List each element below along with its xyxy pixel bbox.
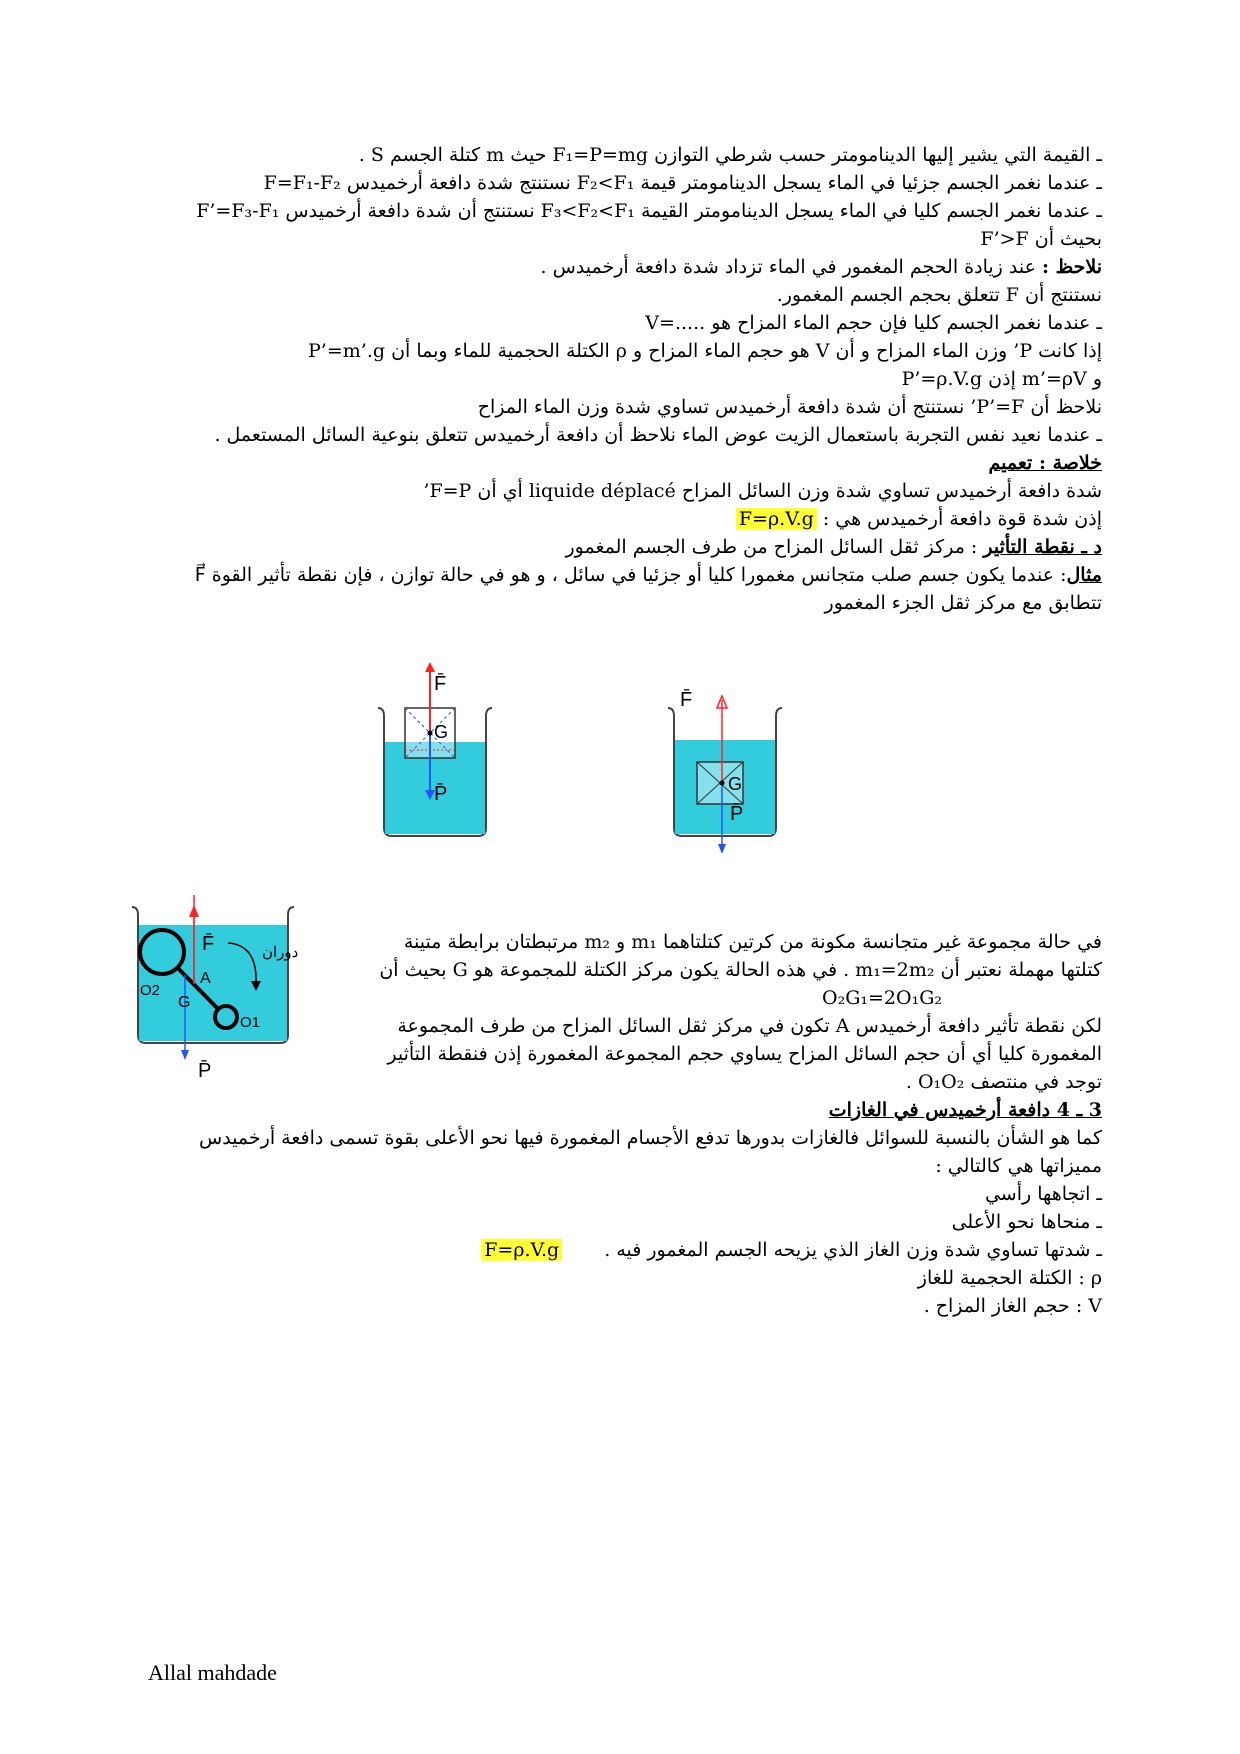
line-point — [565, 535, 1102, 559]
ball-o2 — [140, 930, 184, 974]
g-label: G — [728, 774, 743, 794]
gas-line-4: ـ منحاها نحو الأعلى — [951, 1211, 1102, 1233]
para-5: المغمورة كليا أي أن حجم السائل المزاح يساوي حجم المجموعة المغمورة إذن فنقطة التأثير — [387, 1043, 1102, 1065]
line-11: ـ عندما نعيد نفس التجربة باستعمال الزيت عوض الماء نلاحظ أن دافعة أرخميدس تتعلق بنوعية السائل المستعمل . — [214, 424, 1102, 446]
weight-arrow-head — [718, 844, 726, 854]
line-example-2: تتطابق مع مركز ثقل الجزء المغمور — [824, 592, 1102, 614]
weight-label: P̄ — [198, 1060, 212, 1080]
force-label: F̄ — [202, 933, 215, 955]
line-2: ـ عندما نغمر الجسم جزئيا في الماء يسجل الدينامومتر قيمة F₂<F₁ نستنتج شدة دافعة أرخميدس F=F₁-F₂ — [263, 172, 1102, 194]
para-2: كتلتها مهملة نعتبر أن m₁=2m₂ . في هذه الحالة يكون مركز الكتلة للمجموعة هو G بحيث أن — [379, 959, 1102, 981]
line-8: إذا كانت P’ وزن الماء المزاح و أن V هو حجم الماء المزاح و ρ الكتلة الحجمية للماء وبما أن P’=m’.g — [308, 340, 1102, 362]
formula-highlight: F=ρ.V.g — [736, 508, 817, 530]
a-label: A — [200, 970, 211, 987]
weight-label: P̄ — [730, 803, 744, 825]
force-arrow-head — [425, 662, 435, 672]
line-1: ـ القيمة التي يشير إليها الدينامومتر حسب شرطي التوازن F₁=P=mg حيث m كتلة الجسم S . — [358, 144, 1102, 166]
line-9: و m’=ρV إذن P’=ρ.V.g — [901, 368, 1102, 390]
gas-line-3: ـ اتجاهها رأسي — [984, 1183, 1102, 1205]
note-text: عند زيادة الحجم المغمور في الماء تزداد شدة دافعة أرخميدس . — [540, 256, 1042, 278]
gas-line-5-text: ـ شدتها تساوي شدة وزن الغاز الذي يزيحه الجسم المغمور فيه . — [604, 1239, 1102, 1261]
force-label: F̄ — [434, 673, 447, 695]
gas-line-2: مميزاتها هي كالتالي : — [935, 1155, 1102, 1177]
line-13-text: إذن شدة قوة دافعة أرخميدس هي : — [822, 508, 1102, 530]
line-13 — [736, 507, 1102, 531]
gas-title: 3 ـ 4 دافعة أرخميدس في الغازات — [828, 1099, 1102, 1121]
gas-formula-highlight: F=ρ.V.g — [481, 1239, 562, 1261]
example-text: : عندما يكون جسم صلب متجانس مغمورا كليا أو جزئيا في سائل ، و هو في حالة توازن ، فإن نقطة تأثير القوة F⃗ — [194, 564, 1067, 586]
figure-partial-immersion — [370, 660, 500, 840]
g-point — [720, 781, 725, 786]
figure-full-immersion — [660, 680, 790, 860]
gas-line-7: V : حجم الغاز المزاح . — [923, 1295, 1102, 1317]
line-7: ـ عندما نغمر الجسم كليا فإن حجم الماء المزاح هو .....=V — [645, 312, 1102, 334]
line-6: نستنتج أن F تتعلق بحجم الجسم المغمور. — [776, 284, 1102, 306]
o2-label: O2 — [140, 982, 161, 999]
force-label: F̄ — [680, 689, 693, 711]
line-10: نلاحظ أن P’=F’ نستنتج أن شدة دافعة أرخميدس تساوي شدة وزن الماء المزاح — [477, 396, 1102, 418]
gas-line-1: كما هو الشأن بالنسبة للسوائل فالغازات بدورها تدفع الأجسام المغمورة فيها نحو الأعلى بقوة تسمى دافعة أرخميدس — [199, 1127, 1102, 1149]
o1-label: O1 — [240, 1014, 261, 1031]
g-label: G — [434, 722, 449, 742]
para-6: توجد في منتصف O₁O₂ . — [905, 1071, 1102, 1093]
weight-label: P̄ — [434, 783, 448, 805]
line-3: ـ عندما نغمر الجسم كليا في الماء يسجل الدينامومتر القيمة F₃<F₂<F₁ نستنتج أن شدة دافعة أرخميدس F’=F₃-F₁ — [196, 200, 1102, 222]
g-label: G — [178, 994, 191, 1011]
gas-line-5 — [481, 1238, 1102, 1262]
ball-o1 — [215, 1006, 237, 1028]
line-12: شدة دافعة أرخميدس تساوي شدة وزن السائل المزاح liquide déplacé أي أن F=P’ — [423, 480, 1102, 502]
force-arrow-head — [189, 905, 199, 917]
point-label: د ـ نقطة التأثير — [983, 536, 1102, 558]
line-example — [195, 563, 1102, 587]
gas-line-6: ρ : الكتلة الحجمية للغاز — [917, 1267, 1102, 1289]
g-point — [428, 731, 433, 736]
line-5 — [541, 255, 1102, 279]
line-4: بحيث أن F’>F — [980, 228, 1102, 250]
summary-title: خلاصة : تعميم — [988, 452, 1102, 474]
para-4: لكن نقطة تأثير دافعة أرخميدس A تكون في مركز ثقل السائل المزاح من طرف المجموعة — [397, 1015, 1102, 1037]
example-label: مثال — [1066, 564, 1102, 586]
weight-arrow-head — [181, 1050, 189, 1060]
figure-two-balls — [130, 895, 305, 1080]
note-label: نلاحظ : — [1041, 256, 1102, 278]
point-text: : مركز ثقل السائل المزاح من طرف الجسم المغمور — [565, 536, 984, 558]
footer-author: Allal mahdade — [148, 1660, 277, 1685]
para-3: O₂G₁=2O₁G₂ — [822, 987, 942, 1009]
rotation-label: دوران — [262, 944, 299, 961]
para-1: في حالة مجموعة غير متجانسة مكونة من كرتين كتلتاهما m₁ و m₂ مرتبطتان برابطة متينة — [403, 931, 1102, 953]
